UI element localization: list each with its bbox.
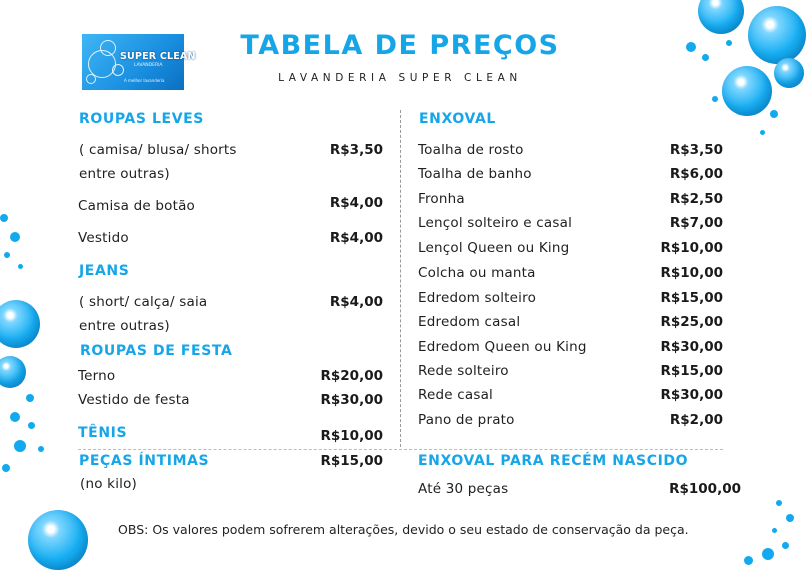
section-title-roupas-leves: ROUPAS LEVES: [79, 111, 204, 127]
bubble: [0, 356, 26, 388]
bubble-dot: [18, 264, 23, 269]
item-label: ( camisa/ blusa/ shorts: [79, 142, 237, 158]
item-price: R$15,00: [660, 363, 723, 379]
bubble-dot: [782, 542, 789, 549]
bubble: [28, 510, 88, 570]
item-price: R$10,00: [320, 428, 383, 444]
item-label: Edredom solteiro: [418, 290, 537, 306]
bubble-dot: [744, 556, 753, 565]
bubble-dot: [770, 110, 778, 118]
bubble-dot: [712, 96, 718, 102]
section-title-jeans: JEANS: [79, 263, 130, 279]
item-label: entre outras): [79, 318, 170, 334]
item-label: entre outras): [79, 166, 170, 182]
logo: [82, 34, 196, 90]
section-title-recem-nascido: ENXOVAL PARA RECÉM NASCIDO: [418, 453, 689, 469]
item-note: (no kilo): [80, 476, 138, 492]
item-price: R$20,00: [320, 368, 383, 384]
bubble: [774, 58, 804, 88]
item-price: R$100,00: [669, 481, 741, 497]
item-label: Vestido de festa: [78, 392, 190, 408]
item-price: R$25,00: [660, 314, 723, 330]
item-price: R$4,00: [329, 230, 383, 246]
bubble-dot: [38, 446, 44, 452]
bubble: [0, 300, 40, 348]
item-price: R$7,00: [669, 215, 723, 231]
bubble-dot: [14, 440, 26, 452]
footer-note: OBS: Os valores podem sofrerem alterações, devido o seu estado de conservação da peça.: [118, 522, 689, 537]
item-label: Lençol Queen ou King: [418, 240, 570, 256]
item-price: R$15,00: [320, 453, 383, 469]
item-label: Vestido: [78, 230, 129, 246]
column-divider: [400, 110, 401, 447]
logo-sub: LAVANDERIA: [134, 63, 163, 68]
logo-tagline: A melhor lavanderia: [124, 78, 165, 83]
item-price: R$4,00: [329, 294, 383, 310]
item-label: Edredom casal: [418, 314, 521, 330]
bubble: [698, 0, 744, 34]
bubble-dot: [786, 514, 794, 522]
section-title-pecas-intimas: PEÇAS ÍNTIMAS: [79, 453, 210, 469]
item-price: R$2,50: [669, 191, 723, 207]
item-price: R$30,00: [660, 387, 723, 403]
item-label: Rede solteiro: [418, 363, 509, 379]
bubble-dot: [4, 252, 10, 258]
item-label: Até 30 peças: [418, 481, 509, 497]
bubble: [722, 66, 772, 116]
page-subtitle: LAVANDERIA SUPER CLEAN: [278, 72, 522, 84]
item-price: R$10,00: [660, 240, 723, 256]
page-title: TABELA DE PREÇOS: [240, 30, 560, 61]
section-title-tenis: TÊNIS: [78, 425, 128, 441]
bubble-dot: [28, 422, 35, 429]
item-label: Toalha de rosto: [418, 142, 524, 158]
item-label: Colcha ou manta: [418, 265, 536, 281]
bubble-dot: [2, 464, 10, 472]
item-price: R$3,50: [669, 142, 723, 158]
bubble-dot: [10, 412, 20, 422]
item-price: R$30,00: [320, 392, 383, 408]
item-label: Lençol solteiro e casal: [418, 215, 573, 231]
item-label: Fronha: [418, 191, 465, 207]
item-label: Edredom Queen ou King: [418, 339, 587, 355]
bubble-dot: [26, 394, 34, 402]
item-price: R$30,00: [660, 339, 723, 355]
logo-brand: SUPER CLEAN: [120, 51, 196, 62]
item-price: R$15,00: [660, 290, 723, 306]
item-price: R$6,00: [669, 166, 723, 182]
item-price: R$3,50: [329, 142, 383, 158]
item-label: Terno: [78, 368, 116, 384]
item-label: Toalha de banho: [418, 166, 532, 182]
item-label: Camisa de botão: [78, 198, 196, 214]
bubble-dot: [776, 500, 782, 506]
bubble-dot: [0, 214, 8, 222]
section-title-enxoval: ENXOVAL: [419, 111, 496, 127]
bubble-dot: [726, 40, 732, 46]
item-price: R$4,00: [329, 195, 383, 211]
section-divider: [78, 449, 723, 450]
bubble: [748, 6, 806, 64]
bubble-dot: [10, 232, 20, 242]
bubble-dot: [762, 548, 774, 560]
bubble-dot: [772, 528, 777, 533]
item-label: ( short/ calça/ saia: [79, 294, 208, 310]
bubble-dot: [702, 54, 709, 61]
bubble-dot: [686, 42, 696, 52]
item-price: R$2,00: [669, 412, 723, 428]
item-label: Rede casal: [418, 387, 493, 403]
section-title-roupas-festa: ROUPAS DE FESTA: [80, 343, 233, 359]
item-label: Pano de prato: [418, 412, 515, 428]
item-price: R$10,00: [660, 265, 723, 281]
bubble-dot: [760, 130, 765, 135]
